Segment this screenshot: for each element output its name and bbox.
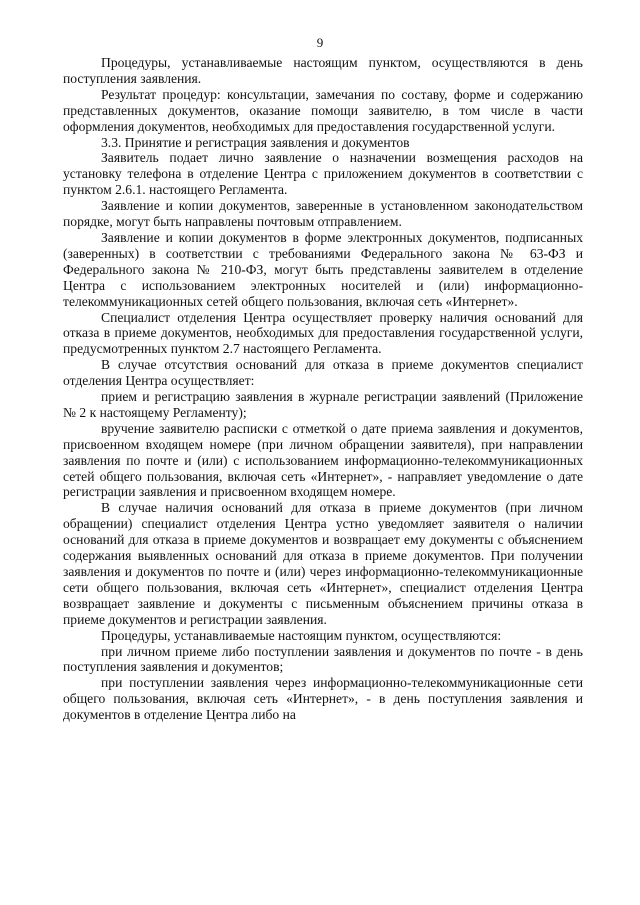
paragraph-refusal-grounds: В случае наличия оснований для отказа в приеме документов (при личном обращении) специалист отделения Центра устно уведомляет заявителя о наличии оснований для отказа в приеме документов и возвращает ему документы с объяснением содержания выявленных оснований для отказа в приеме документов. При получении заявления и документов по почте и (или) через информационно-телекоммуникационные сети общего пользования, включая сеть «Интернет», специалист отделения Центра возвращает заявление и документы с письменным объяснением причины отказа в приеме документов и регистрации заявления. bbox=[63, 500, 583, 627]
paragraph-personal-or-mail: при личном приеме либо поступлении заявления и документов по почте - в день поступления заявления и документов; bbox=[63, 643, 583, 675]
paragraph-postal-submission: Заявление и копии документов, заверенные в установленном законодательством порядке, могут быть направлены почтовым отправлением. bbox=[63, 198, 583, 230]
paragraph-specialist-check: Специалист отделения Центра осуществляет проверку наличия оснований для отказа в приеме документов, необходимых для предоставления государственной услуги, предусмотренных пунктом 2.7 настоящего Регламента. bbox=[63, 309, 583, 357]
paragraph-no-grounds: В случае отсутствия оснований для отказа в приеме документов специалист отделения Центра осуществляет: bbox=[63, 357, 583, 389]
paragraph-receipt-delivery: вручение заявителю расписки с отметкой о дате приема заявления и документов, присвоенном входящем номере (при личном обращении заявителя), при направлении заявления по почте и (или) с использованием информационно-телекоммуникационных сетей общего пользования, включая сеть «Интернет», - направляет уведомление о дате регистрации заявления и присвоенном входящем номере. bbox=[63, 420, 583, 500]
paragraph-procedures-day: Процедуры, устанавливаемые настоящим пунктом, осуществляются в день поступления заявления. bbox=[63, 55, 583, 86]
page-number: 9 bbox=[316, 35, 324, 50]
paragraph-applicant-submits: Заявитель подает лично заявление о назначении возмещения расходов на установку телефона в отделение Центра с приложением документов в соответствии с пунктом 2.6.1. настоящего Регламента. bbox=[63, 150, 583, 198]
paragraph-procedure-result: Результат процедур: консультации, замечания по составу, форме и содержанию представленных документов, оказание помощи заявителю, в том числе в части оформления документов, необходимых для предоставления государственной услуги. bbox=[63, 86, 583, 134]
section-heading-3-3: 3.3. Принятие и регистрация заявления и документов bbox=[101, 134, 410, 150]
paragraph-internet-submission: при поступлении заявления через информационно-телекоммуникационные сети общего пользования, включая сеть «Интернет», - в день поступления заявления и документов в отделение Центра либо на bbox=[63, 675, 583, 723]
paragraph-electronic-submission: Заявление и копии документов в форме электронных документов, подписанных (заверенных) в соответствии с требованиями Федерального закона № 63-ФЗ и Федерального закона № 210-ФЗ, могут быть представлены заявителем в отделение Центра с использованием электронных носителей и (или) информационно-телекоммуникационных сетей общего пользования, включая сеть «Интернет». bbox=[63, 229, 583, 309]
document-body bbox=[63, 55, 583, 723]
paragraph-registration: прием и регистрацию заявления в журнале регистрации заявлений (Приложение № 2 к настоящему Регламенту); bbox=[63, 389, 583, 420]
paragraph-procedures-timing: Процедуры, устанавливаемые настоящим пунктом, осуществляются: bbox=[101, 627, 502, 643]
